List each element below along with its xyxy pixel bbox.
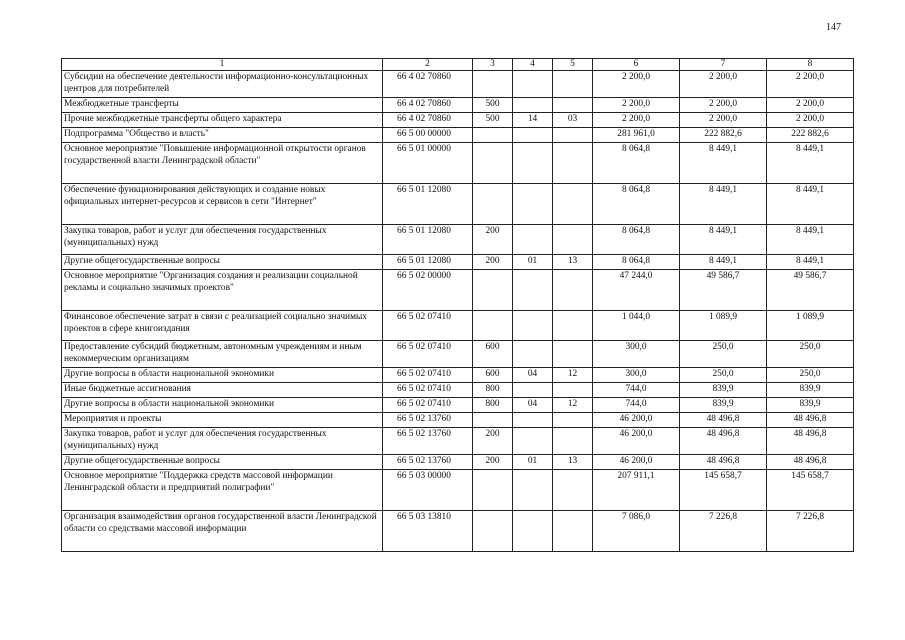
row-value-6: 207 911,1 bbox=[593, 470, 680, 511]
row-value-7: 2 200,0 bbox=[680, 113, 767, 128]
column-header: 2 bbox=[383, 59, 473, 71]
row-col4: 04 bbox=[513, 398, 553, 413]
row-code: 66 5 01 00000 bbox=[383, 143, 473, 184]
row-code: 66 5 02 13760 bbox=[383, 413, 473, 428]
row-col3: 200 bbox=[473, 255, 513, 270]
row-col5 bbox=[553, 71, 593, 98]
row-name: Финансовое обеспечение затрат в связи с реализацией социально значимых проектов в сфере книгоиздания bbox=[62, 311, 383, 341]
row-name: Иные бюджетные ассигнования bbox=[62, 383, 383, 398]
row-col5 bbox=[553, 98, 593, 113]
row-value-7: 145 658,7 bbox=[680, 470, 767, 511]
row-col4: 01 bbox=[513, 255, 553, 270]
row-value-7: 1 089,9 bbox=[680, 311, 767, 341]
row-code: 66 4 02 70860 bbox=[383, 98, 473, 113]
row-value-7: 48 496,8 bbox=[680, 413, 767, 428]
row-col5 bbox=[553, 311, 593, 341]
row-code: 66 5 02 07410 bbox=[383, 383, 473, 398]
row-col4 bbox=[513, 184, 553, 225]
row-value-7: 250,0 bbox=[680, 341, 767, 368]
budget-table bbox=[61, 58, 854, 552]
row-name: Обеспечение функционирования действующих и создание новых официальных интернет-ресурсов и сервисов в сети "Интернет" bbox=[62, 184, 383, 225]
row-col3: 800 bbox=[473, 383, 513, 398]
table-row bbox=[62, 511, 854, 552]
row-code: 66 5 01 12080 bbox=[383, 184, 473, 225]
row-code: 66 5 02 13760 bbox=[383, 455, 473, 470]
row-col5: 13 bbox=[553, 455, 593, 470]
row-col4: 14 bbox=[513, 113, 553, 128]
row-value-6: 2 200,0 bbox=[593, 98, 680, 113]
row-value-6: 8 064,8 bbox=[593, 184, 680, 225]
row-col3 bbox=[473, 184, 513, 225]
row-col3 bbox=[473, 143, 513, 184]
row-name: Другие вопросы в области национальной экономики bbox=[62, 368, 383, 383]
table-row bbox=[62, 455, 854, 470]
row-col3: 200 bbox=[473, 428, 513, 455]
row-col3: 600 bbox=[473, 368, 513, 383]
row-col5: 12 bbox=[553, 398, 593, 413]
table-row bbox=[62, 368, 854, 383]
row-name: Мероприятия и проекты bbox=[62, 413, 383, 428]
row-col5 bbox=[553, 270, 593, 311]
row-value-6: 8 064,8 bbox=[593, 143, 680, 184]
table-row bbox=[62, 143, 854, 184]
row-value-8: 8 449,1 bbox=[767, 143, 854, 184]
column-header: 1 bbox=[62, 59, 383, 71]
row-value-8: 250,0 bbox=[767, 368, 854, 383]
table-body bbox=[62, 59, 854, 552]
row-name: Основное мероприятие "Поддержка средств массовой информации Ленинградской области и предприятий полиграфии" bbox=[62, 470, 383, 511]
table-row bbox=[62, 113, 854, 128]
table-row bbox=[62, 341, 854, 368]
row-col3 bbox=[473, 511, 513, 552]
row-value-7: 8 449,1 bbox=[680, 143, 767, 184]
row-name: Другие общегосударственные вопросы bbox=[62, 255, 383, 270]
row-name: Прочие межбюджетные трансферты общего характера bbox=[62, 113, 383, 128]
row-code: 66 5 02 07410 bbox=[383, 398, 473, 413]
row-col4 bbox=[513, 341, 553, 368]
row-code: 66 5 03 00000 bbox=[383, 470, 473, 511]
table-row bbox=[62, 225, 854, 255]
row-value-7: 49 586,7 bbox=[680, 270, 767, 311]
row-col4 bbox=[513, 311, 553, 341]
row-value-7: 48 496,8 bbox=[680, 455, 767, 470]
column-header: 4 bbox=[513, 59, 553, 71]
row-col3 bbox=[473, 128, 513, 143]
row-col3: 200 bbox=[473, 455, 513, 470]
row-value-6: 8 064,8 bbox=[593, 225, 680, 255]
row-value-8: 8 449,1 bbox=[767, 225, 854, 255]
row-value-6: 300,0 bbox=[593, 368, 680, 383]
row-value-6: 47 244,0 bbox=[593, 270, 680, 311]
row-col5 bbox=[553, 128, 593, 143]
row-col4 bbox=[513, 143, 553, 184]
row-value-8: 839,9 bbox=[767, 383, 854, 398]
row-value-8: 250,0 bbox=[767, 341, 854, 368]
row-value-7: 222 882,6 bbox=[680, 128, 767, 143]
row-value-8: 839,9 bbox=[767, 398, 854, 413]
column-header: 6 bbox=[593, 59, 680, 71]
row-code: 66 4 02 70860 bbox=[383, 71, 473, 98]
row-col3: 500 bbox=[473, 98, 513, 113]
row-col4 bbox=[513, 511, 553, 552]
row-col3 bbox=[473, 413, 513, 428]
row-col3 bbox=[473, 311, 513, 341]
row-value-8: 8 449,1 bbox=[767, 184, 854, 225]
table-row bbox=[62, 255, 854, 270]
row-name: Другие общегосударственные вопросы bbox=[62, 455, 383, 470]
row-value-8: 48 496,8 bbox=[767, 428, 854, 455]
row-col4 bbox=[513, 98, 553, 113]
row-col3 bbox=[473, 71, 513, 98]
row-name: Другие вопросы в области национальной экономики bbox=[62, 398, 383, 413]
header-row bbox=[62, 59, 854, 71]
row-col5 bbox=[553, 225, 593, 255]
row-value-7: 48 496,8 bbox=[680, 428, 767, 455]
row-col4 bbox=[513, 428, 553, 455]
row-col5: 12 bbox=[553, 368, 593, 383]
row-col4 bbox=[513, 71, 553, 98]
table-row bbox=[62, 270, 854, 311]
row-col5 bbox=[553, 184, 593, 225]
row-value-7: 8 449,1 bbox=[680, 255, 767, 270]
row-col3: 200 bbox=[473, 225, 513, 255]
row-value-7: 7 226,8 bbox=[680, 511, 767, 552]
row-value-8: 7 226,8 bbox=[767, 511, 854, 552]
row-col4: 01 bbox=[513, 455, 553, 470]
row-value-8: 48 496,8 bbox=[767, 455, 854, 470]
row-col4 bbox=[513, 470, 553, 511]
page-number: 147 bbox=[826, 22, 841, 33]
table-row bbox=[62, 383, 854, 398]
row-col4 bbox=[513, 225, 553, 255]
column-header: 5 bbox=[553, 59, 593, 71]
row-col3 bbox=[473, 470, 513, 511]
row-name: Межбюджетные трансферты bbox=[62, 98, 383, 113]
table-row bbox=[62, 184, 854, 225]
row-col3 bbox=[473, 270, 513, 311]
row-code: 66 4 02 70860 bbox=[383, 113, 473, 128]
column-header: 8 bbox=[767, 59, 854, 71]
row-value-6: 7 086,0 bbox=[593, 511, 680, 552]
row-value-6: 744,0 bbox=[593, 398, 680, 413]
row-name: Основное мероприятие "Повышение информационной открытости органов государственной власти Ленинградской области" bbox=[62, 143, 383, 184]
row-col4: 04 bbox=[513, 368, 553, 383]
row-name: Закупка товаров, работ и услуг для обеспечения государственных (муниципальных) нужд bbox=[62, 428, 383, 455]
row-col4 bbox=[513, 128, 553, 143]
row-value-6: 8 064,8 bbox=[593, 255, 680, 270]
row-code: 66 5 01 12080 bbox=[383, 225, 473, 255]
table-row bbox=[62, 98, 854, 113]
table-row bbox=[62, 470, 854, 511]
table-row bbox=[62, 311, 854, 341]
table-row bbox=[62, 428, 854, 455]
row-value-8: 222 882,6 bbox=[767, 128, 854, 143]
row-col4 bbox=[513, 270, 553, 311]
row-value-7: 2 200,0 bbox=[680, 98, 767, 113]
row-code: 66 5 02 07410 bbox=[383, 368, 473, 383]
row-col3: 500 bbox=[473, 113, 513, 128]
row-col5 bbox=[553, 143, 593, 184]
row-value-8: 1 089,9 bbox=[767, 311, 854, 341]
row-value-8: 2 200,0 bbox=[767, 98, 854, 113]
row-value-7: 250,0 bbox=[680, 368, 767, 383]
row-name: Подпрограмма "Общество и власть" bbox=[62, 128, 383, 143]
row-value-8: 48 496,8 bbox=[767, 413, 854, 428]
row-value-8: 49 586,7 bbox=[767, 270, 854, 311]
row-code: 66 5 03 13810 bbox=[383, 511, 473, 552]
row-col4 bbox=[513, 383, 553, 398]
table-row bbox=[62, 128, 854, 143]
row-col4 bbox=[513, 413, 553, 428]
row-value-6: 2 200,0 bbox=[593, 71, 680, 98]
row-name: Субсидии на обеспечение деятельности информационно-консультационных центров для потребителей bbox=[62, 71, 383, 98]
row-value-7: 839,9 bbox=[680, 383, 767, 398]
row-code: 66 5 02 07410 bbox=[383, 311, 473, 341]
row-value-6: 2 200,0 bbox=[593, 113, 680, 128]
row-value-6: 46 200,0 bbox=[593, 413, 680, 428]
table-row bbox=[62, 71, 854, 98]
row-value-6: 300,0 bbox=[593, 341, 680, 368]
row-col5 bbox=[553, 341, 593, 368]
row-col5 bbox=[553, 413, 593, 428]
row-name: Основное мероприятие "Организация создания и реализации социальной рекламы и социально значимых проектов" bbox=[62, 270, 383, 311]
row-code: 66 5 02 07410 bbox=[383, 341, 473, 368]
row-value-6: 1 044,0 bbox=[593, 311, 680, 341]
column-header: 7 bbox=[680, 59, 767, 71]
row-value-7: 8 449,1 bbox=[680, 184, 767, 225]
row-col5 bbox=[553, 428, 593, 455]
column-header: 3 bbox=[473, 59, 513, 71]
row-value-8: 145 658,7 bbox=[767, 470, 854, 511]
row-value-6: 744,0 bbox=[593, 383, 680, 398]
row-col5: 13 bbox=[553, 255, 593, 270]
row-name: Предоставление субсидий бюджетным, автономным учреждениям и иным некоммерческим организациям bbox=[62, 341, 383, 368]
row-value-7: 839,9 bbox=[680, 398, 767, 413]
row-name: Закупка товаров, работ и услуг для обеспечения государственных (муниципальных) нужд bbox=[62, 225, 383, 255]
row-code: 66 5 00 00000 bbox=[383, 128, 473, 143]
row-code: 66 5 02 13760 bbox=[383, 428, 473, 455]
table-row bbox=[62, 398, 854, 413]
row-value-8: 8 449,1 bbox=[767, 255, 854, 270]
row-value-7: 8 449,1 bbox=[680, 225, 767, 255]
row-value-6: 281 961,0 bbox=[593, 128, 680, 143]
row-value-8: 2 200,0 bbox=[767, 113, 854, 128]
row-col5: 03 bbox=[553, 113, 593, 128]
row-col3: 600 bbox=[473, 341, 513, 368]
row-value-8: 2 200,0 bbox=[767, 71, 854, 98]
table-row bbox=[62, 413, 854, 428]
row-col5 bbox=[553, 470, 593, 511]
row-col5 bbox=[553, 511, 593, 552]
row-col5 bbox=[553, 383, 593, 398]
row-col3: 800 bbox=[473, 398, 513, 413]
row-value-6: 46 200,0 bbox=[593, 455, 680, 470]
row-code: 66 5 01 12080 bbox=[383, 255, 473, 270]
row-value-6: 46 200,0 bbox=[593, 428, 680, 455]
row-code: 66 5 02 00000 bbox=[383, 270, 473, 311]
row-name: Организация взаимодействия органов государственной власти Ленинградской области со средствами массовой информации bbox=[62, 511, 383, 552]
row-value-7: 2 200,0 bbox=[680, 71, 767, 98]
